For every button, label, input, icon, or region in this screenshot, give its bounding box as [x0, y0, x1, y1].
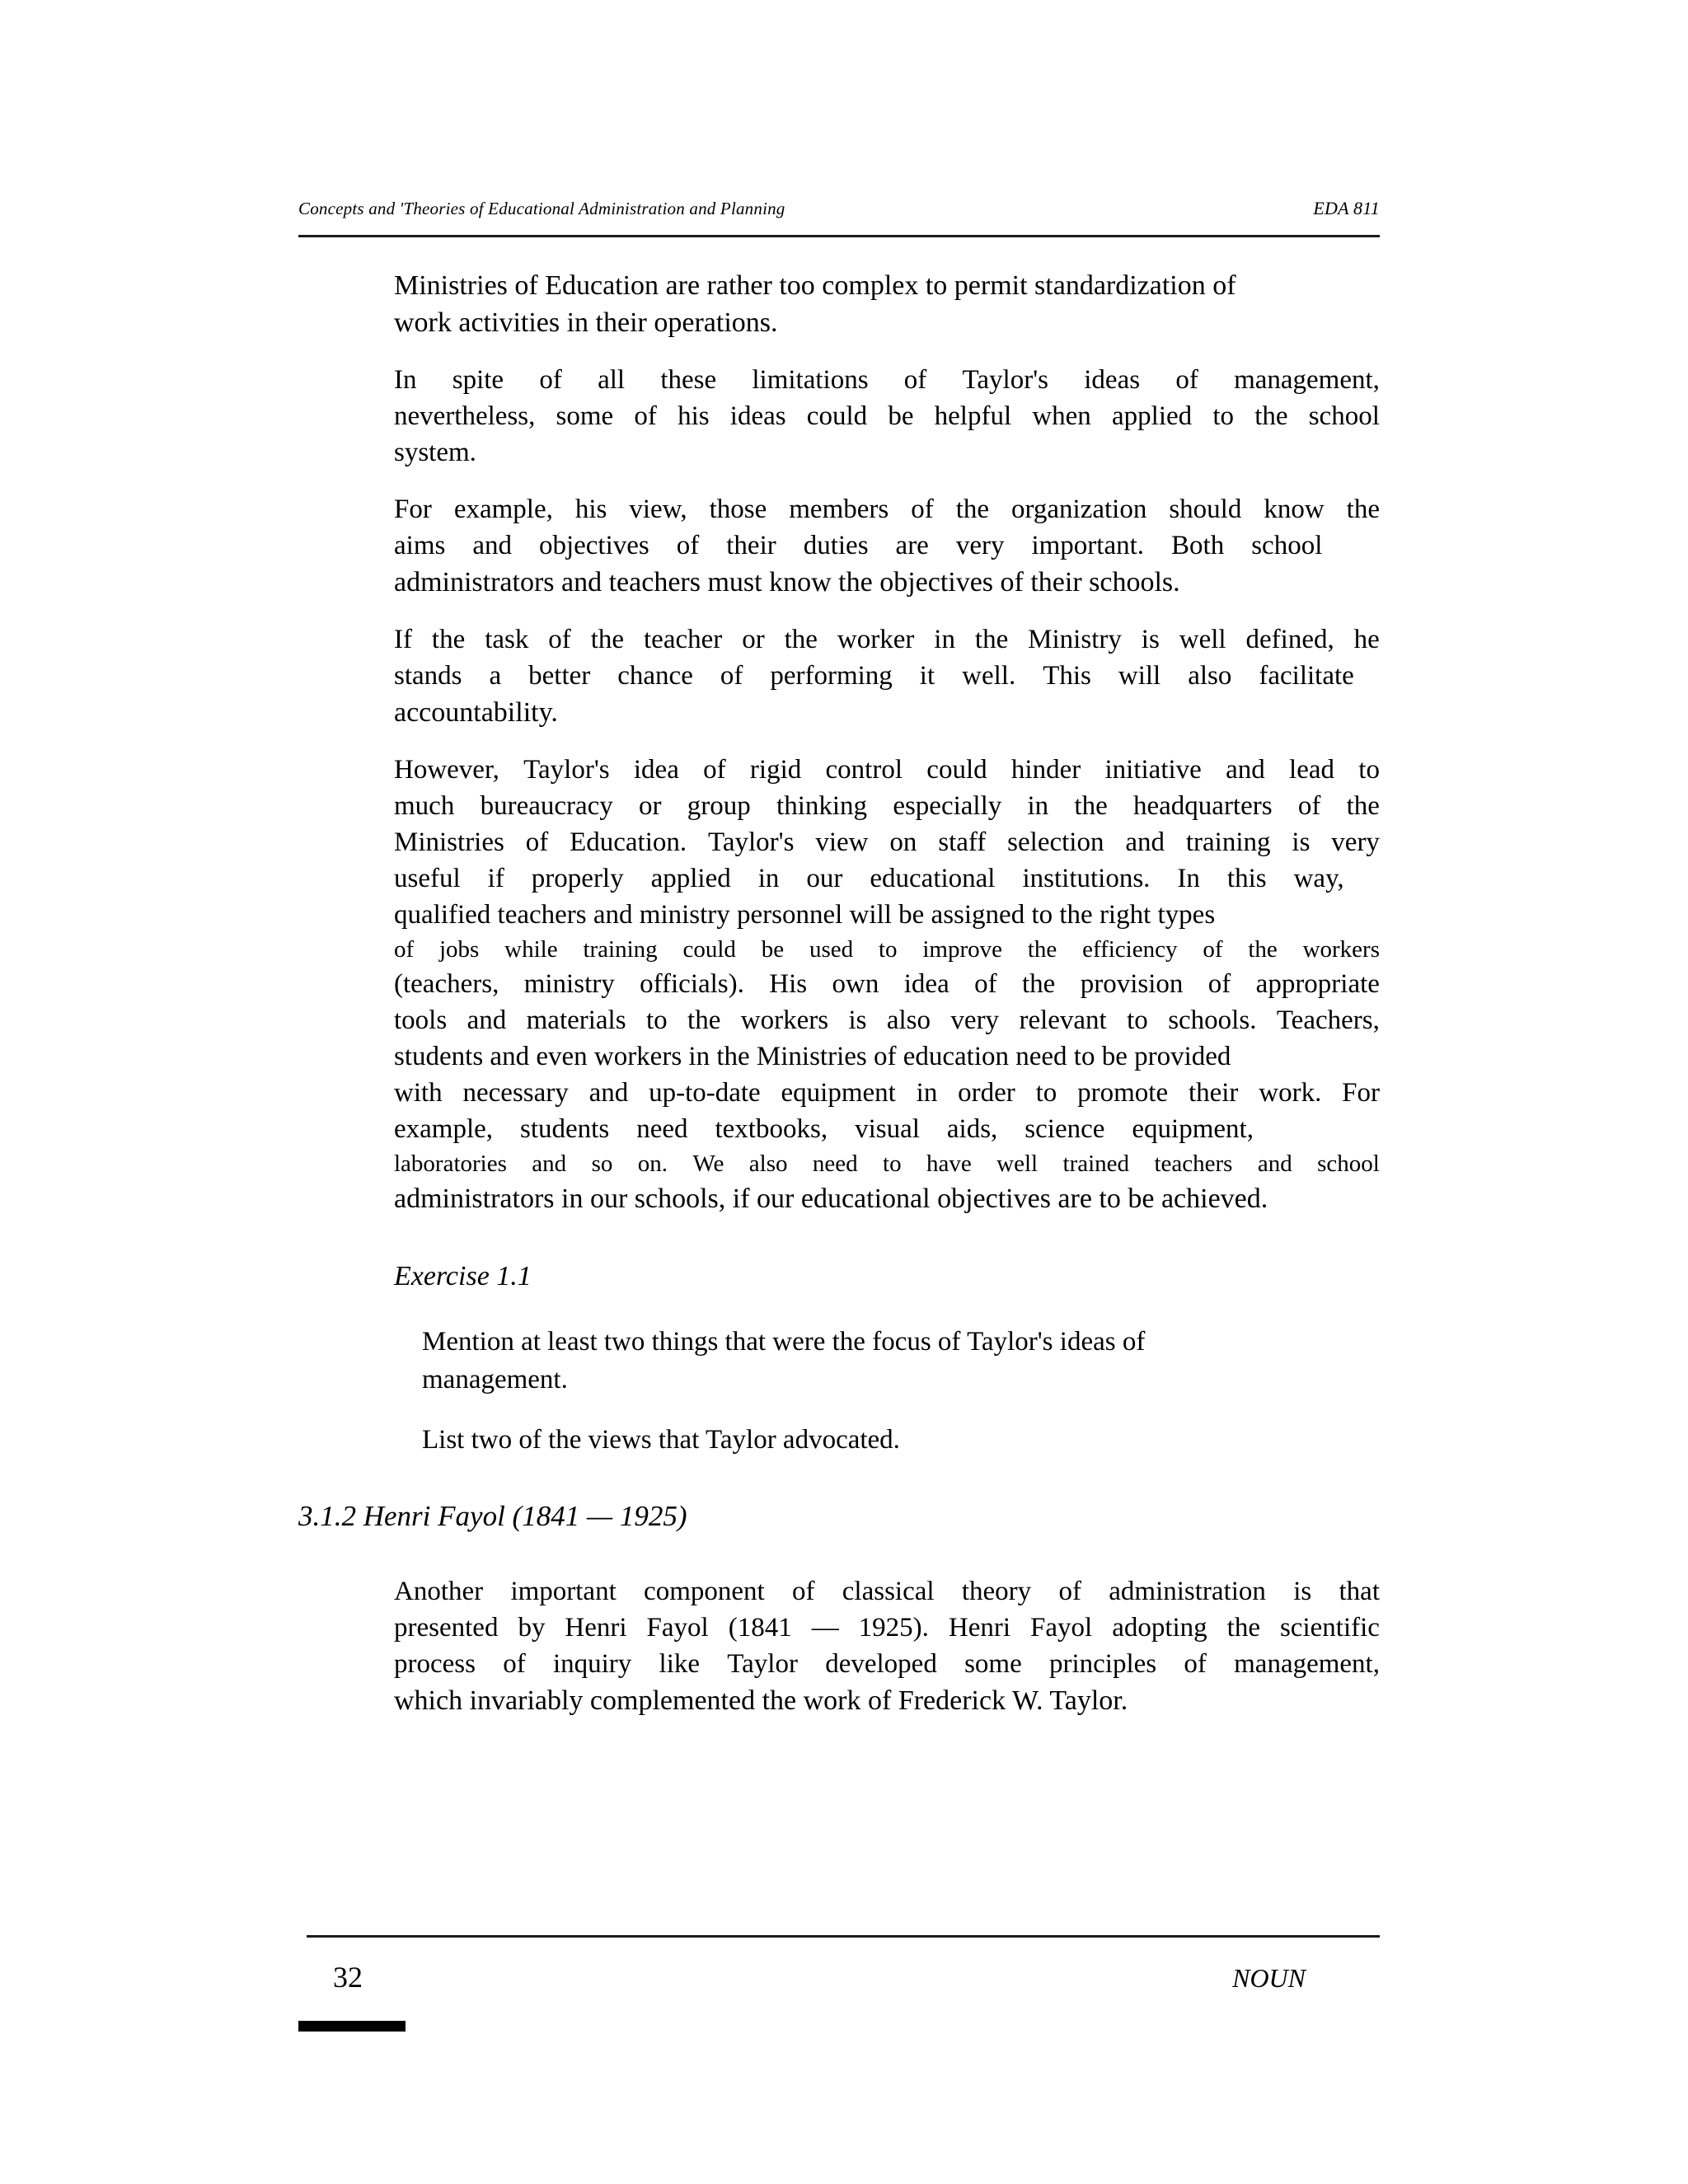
- text-line: [394, 1578, 1380, 1605]
- word: Taylor's: [962, 365, 1048, 395]
- word: lead: [1289, 755, 1334, 785]
- word: officials).: [640, 969, 744, 999]
- word: up-to-date: [649, 1078, 761, 1108]
- word: promote: [1077, 1078, 1169, 1108]
- word: equipment: [781, 1078, 896, 1108]
- word: the: [590, 625, 625, 654]
- word: process: [394, 1649, 476, 1679]
- footer-organization: NOUN: [1232, 1963, 1306, 1993]
- word: could: [682, 936, 736, 963]
- word: defined,: [1245, 625, 1334, 654]
- word: in: [1027, 791, 1049, 821]
- text-line: [394, 938, 1380, 962]
- word: jobs: [439, 936, 480, 963]
- word: the: [974, 625, 1009, 654]
- word: know: [1264, 494, 1325, 524]
- word: to: [878, 936, 898, 963]
- word: is: [1141, 625, 1160, 654]
- word: so: [591, 1151, 613, 1177]
- word: in: [916, 1078, 938, 1108]
- word: much: [394, 791, 455, 821]
- footer-page-number: 32: [333, 1961, 363, 1994]
- word: trained: [1062, 1151, 1130, 1177]
- word: the: [431, 625, 466, 654]
- word: very: [950, 1005, 1000, 1035]
- word: His: [769, 969, 808, 999]
- word: view,: [629, 494, 687, 524]
- word: necessary: [462, 1078, 569, 1108]
- word: work.: [1259, 1078, 1322, 1108]
- running-header-course: EDA 811: [1313, 198, 1380, 218]
- word: to: [1035, 1078, 1057, 1108]
- word: teachers: [1154, 1151, 1233, 1177]
- word: workers: [1302, 936, 1380, 963]
- paragraph: [394, 367, 1380, 466]
- word: these: [660, 365, 717, 395]
- word: the: [687, 1005, 721, 1035]
- word: of: [539, 365, 562, 395]
- paragraph: [394, 496, 1380, 597]
- word: be: [888, 401, 914, 431]
- word: ideas: [729, 401, 786, 431]
- word: and: [1125, 827, 1165, 857]
- word: management,: [1234, 365, 1380, 395]
- word: For: [394, 494, 432, 524]
- word: administration: [1109, 1577, 1266, 1606]
- word: of: [703, 755, 726, 785]
- word: is: [1292, 827, 1311, 857]
- text-line: students and even workers in the Ministries of education need to be provided: [394, 1042, 1231, 1071]
- word: of: [548, 625, 571, 654]
- word: used: [809, 936, 854, 963]
- word: and: [1226, 755, 1265, 785]
- word: If: [394, 625, 412, 654]
- word: and: [467, 1005, 507, 1035]
- word: the: [1248, 936, 1278, 963]
- word: to: [883, 1151, 902, 1177]
- word: be: [761, 936, 785, 963]
- word: have: [926, 1151, 972, 1177]
- word: could: [806, 401, 868, 431]
- exercise-item: [422, 1329, 1380, 1394]
- word: idea: [903, 969, 950, 999]
- word: the: [1074, 791, 1108, 821]
- word: order: [958, 1078, 1015, 1108]
- word: initiative: [1104, 755, 1202, 785]
- word: is: [848, 1005, 867, 1035]
- word: of: [634, 401, 657, 431]
- paragraph: [394, 626, 1380, 727]
- exercise-item-list: [422, 1329, 1380, 1454]
- word: with: [394, 1078, 443, 1108]
- body-text-column: [298, 272, 1380, 1745]
- text-line: which invariably complemented the work of Frederick W. Taylor.: [394, 1685, 1128, 1716]
- word: training: [583, 936, 658, 963]
- word: theory: [961, 1577, 1032, 1606]
- word: laboratories: [394, 1151, 507, 1177]
- word: organization: [1011, 494, 1147, 524]
- word: on: [889, 827, 917, 857]
- word: Fayol: [646, 1613, 709, 1643]
- word: We: [692, 1151, 724, 1177]
- word: or: [639, 791, 662, 821]
- text-line: administrators and teachers must know the objectives of their schools.: [394, 567, 1180, 598]
- text-line: example, students need textbooks, visual aids, science equipment,: [394, 1114, 1254, 1144]
- word: Henri: [565, 1613, 627, 1643]
- word: some: [964, 1649, 1022, 1679]
- word: those: [709, 494, 767, 524]
- exercise-item: [422, 1427, 1380, 1454]
- word: idea: [633, 755, 679, 785]
- word: of: [974, 969, 997, 999]
- word: Teachers,: [1276, 1005, 1380, 1035]
- word: ministry: [523, 969, 615, 999]
- text-line: qualified teachers and ministry personnel will be assigned to the right types: [394, 900, 1216, 930]
- word: and: [532, 1151, 567, 1177]
- text-line: useful if properly applied in our educational institutions. In this way,: [394, 864, 1344, 893]
- closing-paragraph: [394, 1578, 1380, 1715]
- word: some: [556, 401, 614, 431]
- word: efficiency: [1082, 936, 1178, 963]
- word: school: [1308, 401, 1380, 431]
- word: his: [574, 494, 607, 524]
- word: workers: [740, 1005, 829, 1035]
- running-header-title: Concepts and 'Theories of Educational Administration and Planning: [298, 199, 785, 218]
- word: to: [1212, 401, 1234, 431]
- word: schools.: [1168, 1005, 1257, 1035]
- header-divider-rule: [298, 235, 1380, 237]
- word: could: [926, 755, 987, 785]
- word: For: [1342, 1078, 1380, 1108]
- word: worker: [837, 625, 915, 654]
- word: ideas: [1084, 365, 1141, 395]
- word: the: [1346, 791, 1380, 821]
- word: their: [1188, 1078, 1239, 1108]
- word: Education.: [570, 827, 687, 857]
- footer-accent-bar: [298, 2021, 406, 2032]
- word: Taylor's: [523, 755, 610, 785]
- word: (teachers,: [394, 969, 499, 999]
- word: —: [811, 1613, 839, 1643]
- text-line: administrators in our schools, if our educational objectives are to be achieved.: [394, 1183, 1268, 1214]
- text-line: [394, 626, 1380, 654]
- word: component: [644, 1577, 765, 1606]
- word: bureaucracy: [480, 791, 613, 821]
- word: need: [812, 1151, 858, 1177]
- text-line: [394, 403, 1380, 430]
- text-line: [394, 1152, 1380, 1176]
- word: on.: [637, 1151, 668, 1177]
- word: of: [1175, 365, 1198, 395]
- word: tools: [394, 1005, 448, 1035]
- word: materials: [526, 1005, 626, 1035]
- word: and: [588, 1078, 629, 1108]
- text-line: management.: [422, 1365, 568, 1394]
- word: the: [784, 625, 818, 654]
- word: adopting: [1112, 1613, 1207, 1643]
- word: of: [791, 1577, 815, 1606]
- word: Taylor: [727, 1649, 798, 1679]
- word: control: [825, 755, 903, 785]
- word: Ministries: [394, 827, 504, 857]
- word: of: [1203, 936, 1223, 963]
- page-footer: [307, 1960, 1380, 1994]
- word: or: [742, 625, 765, 654]
- word: the: [1226, 1613, 1260, 1643]
- word: provision: [1080, 969, 1184, 999]
- word: classical: [842, 1577, 935, 1606]
- word: principles: [1048, 1649, 1157, 1679]
- word: to: [1358, 755, 1380, 785]
- text-line: work activities in their operations.: [394, 307, 778, 338]
- word: task: [485, 625, 529, 654]
- text-line: accountability.: [394, 697, 558, 728]
- word: of: [525, 827, 549, 857]
- text-line: [394, 793, 1380, 820]
- word: when: [1032, 401, 1091, 431]
- text-line: [394, 829, 1380, 856]
- text-line: List two of the views that Taylor advocated.: [422, 1425, 900, 1455]
- word: relevant: [1019, 1005, 1107, 1035]
- text-line: [394, 1615, 1380, 1642]
- word: of: [1058, 1577, 1081, 1606]
- word: Henri: [948, 1613, 1011, 1643]
- word: while: [504, 936, 558, 963]
- word: However,: [394, 755, 499, 785]
- word: of: [903, 365, 927, 395]
- word: his: [678, 401, 710, 431]
- word: management,: [1234, 1649, 1380, 1679]
- word: he: [1353, 625, 1380, 654]
- word: Fayol: [1030, 1613, 1093, 1643]
- word: scientific: [1279, 1613, 1380, 1643]
- word: to: [645, 1005, 668, 1035]
- word: of: [911, 494, 934, 524]
- word: the: [1027, 936, 1057, 963]
- text-line: [394, 1651, 1380, 1678]
- text-line: aims and objectives of their duties are very important. Both school: [394, 531, 1323, 560]
- word: is: [1293, 1577, 1312, 1606]
- word: school: [1317, 1151, 1380, 1177]
- text-line: [394, 1080, 1380, 1107]
- paragraph: [394, 757, 1380, 1213]
- word: well: [1179, 625, 1226, 654]
- paragraph-group: [298, 272, 1380, 1213]
- word: hinder: [1010, 755, 1081, 785]
- word: nevertheless,: [394, 401, 536, 431]
- word: also: [886, 1005, 931, 1035]
- word: very: [1331, 827, 1380, 857]
- word: example,: [453, 494, 553, 524]
- word: of: [503, 1649, 526, 1679]
- word: of: [394, 936, 415, 963]
- text-line: [394, 496, 1380, 523]
- word: Ministry: [1028, 625, 1122, 654]
- word: by: [518, 1613, 546, 1643]
- word: of: [1297, 791, 1321, 821]
- word: inquiry: [552, 1649, 632, 1679]
- word: spite: [452, 365, 504, 395]
- text-line: system.: [394, 438, 476, 467]
- word: especially: [893, 791, 1002, 821]
- word: developed: [825, 1649, 937, 1679]
- word: teacher: [644, 625, 723, 654]
- word: improve: [922, 936, 1002, 963]
- word: Taylor's: [708, 827, 795, 857]
- text-line: Mention at least two things that were the focus of Taylor's ideas of: [422, 1327, 1146, 1357]
- word: should: [1169, 494, 1242, 524]
- exercise-title: Exercise 1.1: [394, 1261, 532, 1291]
- word: also: [748, 1151, 788, 1177]
- footer-divider-rule: [307, 1935, 1380, 1938]
- word: In: [394, 365, 417, 395]
- text-line: stands a better chance of performing it well. This will also facilitate: [394, 661, 1354, 691]
- word: like: [659, 1649, 701, 1679]
- word: Another: [394, 1577, 484, 1606]
- word: rigid: [749, 755, 802, 785]
- text-line: [394, 1007, 1380, 1034]
- running-header: [298, 198, 1380, 219]
- text-line: [394, 367, 1380, 394]
- word: the: [955, 494, 990, 524]
- word: training: [1185, 827, 1271, 857]
- word: thinking: [776, 791, 868, 821]
- word: (1841: [728, 1613, 792, 1643]
- word: own: [832, 969, 879, 999]
- word: to: [1127, 1005, 1148, 1035]
- word: important: [510, 1577, 617, 1606]
- text-line: Ministries of Education are rather too complex to permit standardization of: [394, 270, 1236, 301]
- word: headquarters: [1133, 791, 1273, 821]
- word: selection: [1007, 827, 1104, 857]
- word: of: [1184, 1649, 1207, 1679]
- word: well: [996, 1151, 1039, 1177]
- word: applied: [1112, 401, 1193, 431]
- word: all: [598, 365, 626, 395]
- word: members: [789, 494, 889, 524]
- word: helpful: [934, 401, 1012, 431]
- word: staff: [938, 827, 987, 857]
- word: that: [1339, 1577, 1380, 1606]
- word: and: [1257, 1151, 1292, 1177]
- word: view: [815, 827, 869, 857]
- word: limitations: [752, 365, 869, 395]
- word: the: [1254, 401, 1288, 431]
- word: the: [1346, 494, 1380, 524]
- word: 1925).: [858, 1613, 929, 1643]
- word: appropriate: [1255, 969, 1380, 999]
- section-heading: 3.1.2 Henri Fayol (1841 — 1925): [298, 1500, 687, 1532]
- word: of: [1207, 969, 1231, 999]
- word: in: [934, 625, 955, 654]
- paragraph: [394, 272, 1380, 337]
- word: presented: [394, 1613, 499, 1643]
- word: group: [687, 791, 751, 821]
- text-line: [394, 971, 1380, 998]
- word: the: [1022, 969, 1056, 999]
- text-line: [394, 757, 1380, 784]
